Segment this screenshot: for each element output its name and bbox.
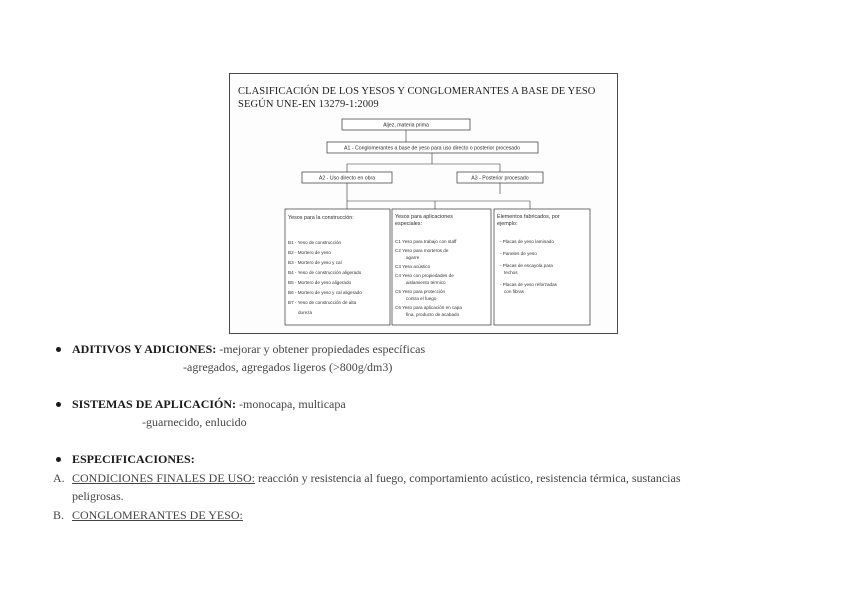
col2-item: C5 Yeso para protección — [395, 289, 446, 294]
aditivos-line1 — [72, 342, 425, 357]
col3-item: - Placas de yeso laminado — [500, 239, 554, 244]
col2-item: C2 Yeso para morteros de — [395, 248, 449, 253]
col1-item: B3 - Mortero de yeso y cal — [288, 260, 342, 265]
list-item-a-marker: A. — [53, 471, 65, 485]
aditivos-text: -mejorar y obtener propiedades específicas — [216, 342, 426, 356]
col2-item: fina, producto de acabado — [406, 312, 460, 317]
col1-item: B4 - Yeso de construcción aligerado — [288, 270, 362, 275]
col2-item: contra el fuego — [406, 296, 437, 301]
col1-box — [285, 209, 390, 325]
level2-right-label: A3 - Posterior procesado — [471, 175, 529, 182]
col3-heading: Elementos fabricados, por — [497, 214, 560, 220]
col2-item: agarre — [406, 255, 420, 260]
col2-item: C6 Yeso para aplicación en capa — [395, 305, 462, 310]
especificaciones-heading — [72, 452, 195, 467]
conglomerantes-link[interactable]: CONGLOMERANTES DE YESO: — [72, 508, 243, 522]
condiciones-finales-link[interactable]: CONDICIONES FINALES DE USO: — [72, 471, 256, 485]
list-item-a — [72, 471, 681, 486]
aditivos-line2: -agregados, agregados ligeros (>800g/dm3) — [183, 360, 393, 374]
col1-item: B2 - Mortero de yeso — [288, 250, 331, 255]
col1-item: B1 - Yeso de construcción — [288, 240, 342, 245]
sistemas-line2: -guarnecido, enlucido — [142, 415, 247, 429]
list-item-b — [72, 508, 243, 523]
col1-heading: Yesos para la construcción: — [288, 215, 354, 221]
aditivos-label: ADITIVOS Y ADICIONES: — [72, 342, 217, 356]
classification-diagram — [230, 74, 617, 333]
col2-item: aislamiento térmico — [406, 280, 446, 285]
figure-title-line1: CLASIFICACIÓN DE LOS YESOS Y CONGLOMERANTES A BASE DE YESO — [238, 86, 596, 97]
level2-left-label: A2 - Uso directo en obra — [318, 175, 376, 182]
col2-heading: especiales: — [395, 221, 422, 227]
col1-item: dureza — [298, 310, 313, 315]
col3-item: - Placas de yeso reforzadas — [500, 282, 557, 287]
bullet-icon — [56, 457, 61, 462]
col2-item: C3 Yeso acústico — [395, 264, 431, 269]
col3-item: con fibras — [504, 289, 524, 294]
col2-item: C4 Yeso con propiedades de — [395, 273, 454, 278]
col2-heading: Yesos para aplicaciones — [395, 214, 453, 220]
root-label: Aljez, materia prima — [383, 122, 429, 129]
col2-item: C1 Yeso para trabajo con staff — [395, 239, 457, 244]
col3-item: - Placas de escayola para — [500, 263, 553, 268]
list-item-b-marker: B. — [53, 508, 65, 522]
col1-item: B6 - Mortero de yeso y cal aligerado — [288, 290, 362, 295]
sistemas-label: SISTEMAS DE APLICACIÓN: — [72, 397, 237, 411]
bullet-icon — [56, 347, 61, 352]
figure-title-line2: SEGÚN UNE-EN 13279-1:2009 — [238, 99, 379, 110]
col3-item: - Paneles de yeso — [500, 251, 537, 256]
level1-label: A1 - Conglomerantes a base de yeso para uso directo o posterior procesado — [344, 145, 520, 152]
col3-heading: ejemplo: — [497, 221, 518, 227]
classification-figure — [229, 73, 618, 334]
list-item-a-text-cont: peligrosas. — [72, 489, 124, 503]
sistemas-line1 — [72, 397, 346, 412]
bullet-icon — [56, 402, 61, 407]
list-item-a-text: reacción y resistencia al fuego, comportamiento acústico, resistencia térmica, sustancias — [255, 471, 681, 485]
sistemas-text: -monocapa, multicapa — [236, 397, 346, 411]
col3-item: techos — [504, 270, 518, 275]
col1-item: B7 - Yeso de construcción de alta — [288, 300, 357, 305]
especificaciones-label: ESPECIFICACIONES: — [72, 452, 195, 466]
col1-item: B5 - Mortero de yeso aligerado — [288, 280, 352, 285]
